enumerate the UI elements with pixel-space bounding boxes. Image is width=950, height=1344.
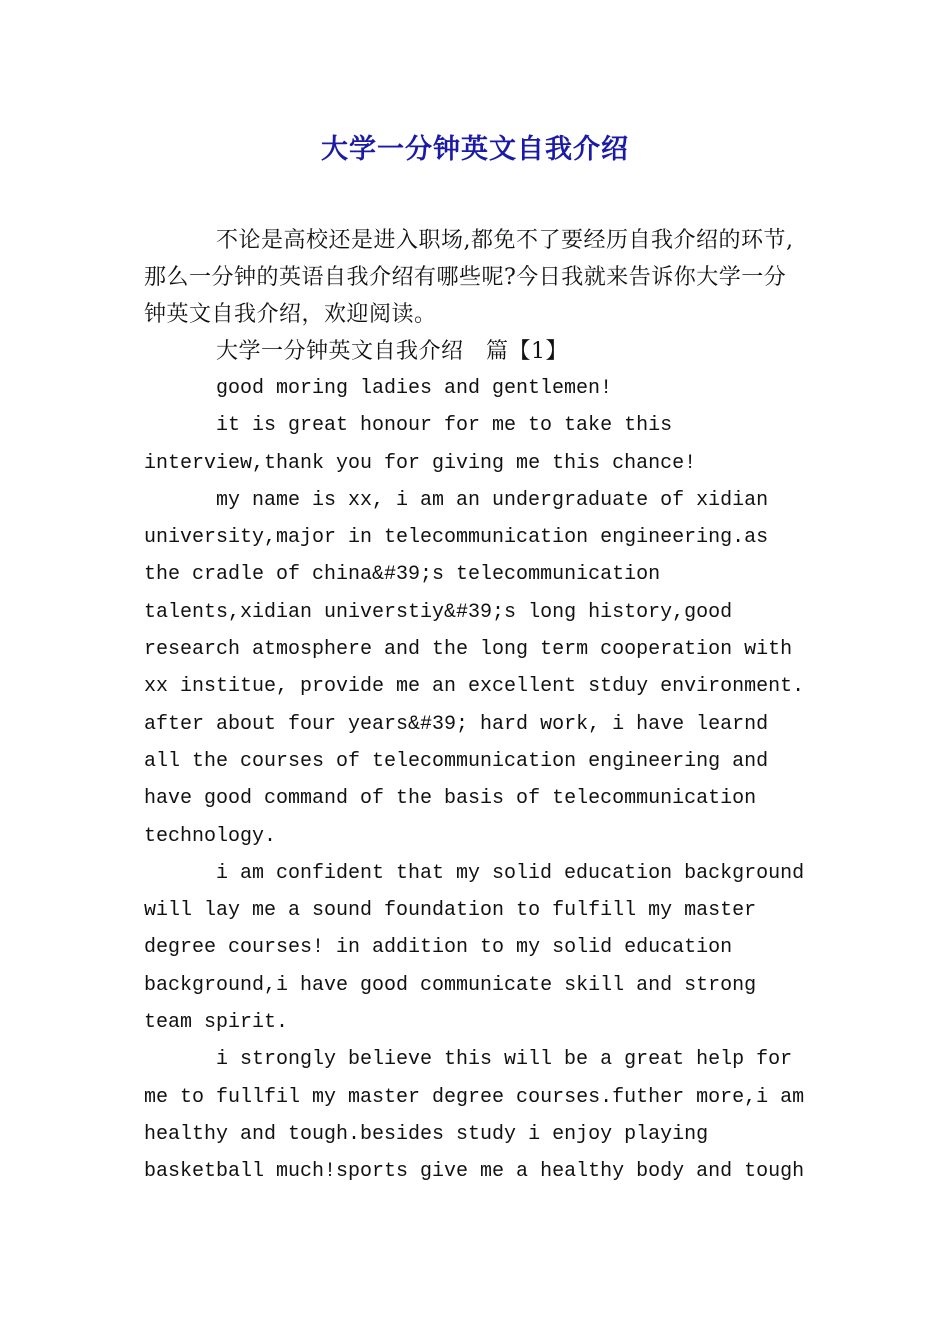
greeting-paragraph: good moring ladies and gentlemen! bbox=[216, 377, 613, 400]
thanks-paragraph: it is great honour for me to take this interview,thank you for giving me this chance! bbox=[144, 414, 697, 475]
background-paragraph: my name is xx, i am an undergraduate of xidian university,major in telecommunication engineering.as the cradle of china&#39;s telecommunication talents,xidian universtiy&#39;s long history,good research atmosphere and the long term cooperation with xx institue, provide me an excellent stduy environment. after about four years&#39; hard work, i have learnd all the courses of telecommunication engineering and have good command of the basis of telecommunication technology. bbox=[144, 488, 817, 848]
hobby-paragraph: i strongly believe this will be a great help for me to fullfil my master degree courses.futher more,i am healthy and tough.besides study i enjoy playing basketball much!sports give me a healthy body and tough bbox=[144, 1048, 817, 1184]
confidence-paragraph: i am confident that my solid education background will lay me a sound foundation to fulfill my master degree courses! in addition to my solid education background,i have good communicate skill and strong team spirit. bbox=[144, 861, 817, 1035]
intro-paragraph: 不论是高校还是进入职场,都免不了要经历自我介绍的环节,那么一分钟的英语自我介绍有哪些呢?今日我就来告诉你大学一分钟英文自我介绍，欢迎阅读。 bbox=[144, 228, 794, 327]
section-heading: 大学一分钟英文自我介绍 篇【1】 bbox=[216, 339, 568, 364]
document-body bbox=[144, 222, 817, 1191]
document-title: 大学一分钟英文自我介绍 bbox=[321, 134, 629, 165]
